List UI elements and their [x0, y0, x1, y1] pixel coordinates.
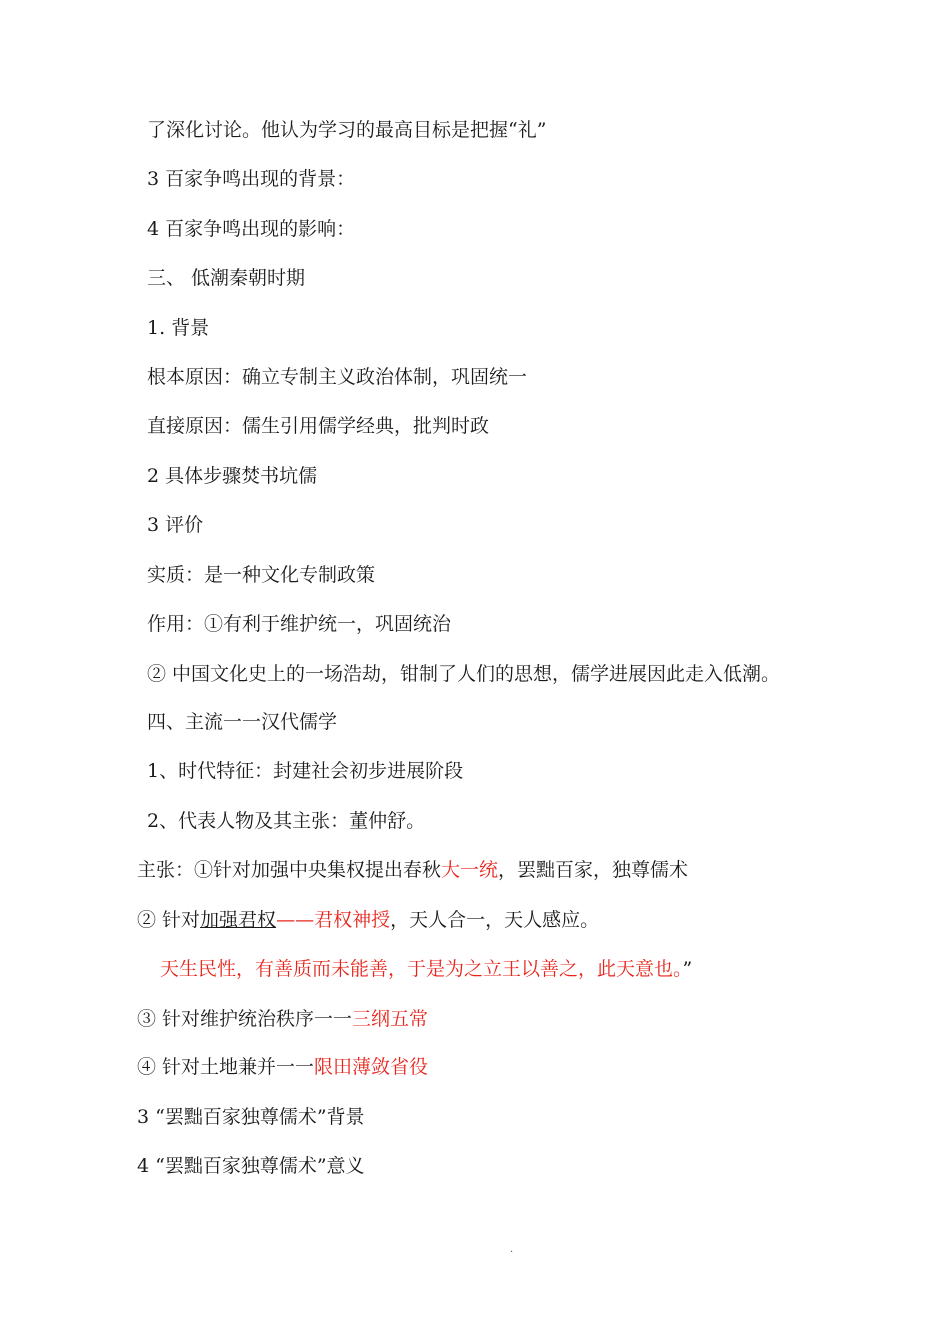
- section-heading: 四、主流一一汉代儒学: [147, 711, 338, 733]
- highlight-text: 君权神授: [314, 909, 391, 931]
- subheading: 2 具体步骤焚书坑儒: [147, 465, 318, 487]
- text-span: ② 针对: [137, 909, 201, 931]
- subheading: 1. 背景: [147, 317, 210, 339]
- underlined-text: 加强君权: [200, 909, 277, 931]
- text-line: [137, 857, 688, 883]
- quote-line: [160, 956, 692, 982]
- text-span: ④ 针对土地兼并一一: [137, 1056, 315, 1078]
- highlight-text: 天生民性，有善质而未能善，于是为之立王以善之，此天意也。: [160, 958, 683, 980]
- text-line: 实质：是一种文化专制政策: [147, 564, 376, 586]
- highlight-text: ——: [276, 909, 315, 931]
- text-line: 根本原因：确立专制主义政治体制，巩固统一: [147, 366, 528, 388]
- footer-dot: .: [510, 1244, 514, 1255]
- text-line: [137, 1006, 428, 1032]
- highlight-text: 大一统: [441, 859, 499, 881]
- text-line: [137, 907, 599, 933]
- text-line: 3 “罢黜百家独尊儒术”背景: [137, 1106, 365, 1128]
- text-span: ，天人合一，天人感应。: [390, 909, 600, 931]
- text-line: 1、时代特征：封建社会初步进展阶段: [147, 760, 464, 782]
- text-span: ”: [682, 958, 693, 980]
- text-line: 直接原因：儒生引用儒学经典，批判时政: [147, 415, 490, 437]
- text-line: 4 “罢黜百家独尊儒术”意义: [137, 1155, 365, 1177]
- section-heading: 三、 低潮秦朝时期: [147, 267, 306, 289]
- highlight-text: 三纲五常: [352, 1008, 429, 1030]
- text-line: 3 百家争鸣出现的背景：: [147, 168, 356, 190]
- text-line: [137, 1054, 428, 1080]
- subheading: 3 评价: [147, 514, 204, 536]
- text-span: ，罢黜百家，独尊儒术: [498, 859, 689, 881]
- highlight-text: 限田薄敛省役: [314, 1056, 429, 1078]
- text-line: 4 百家争鸣出现的影响：: [147, 218, 356, 240]
- text-span: ③ 针对维护统治秩序一一: [137, 1008, 353, 1030]
- text-line: 作用：①有利于维护统一，巩固统治: [147, 613, 452, 635]
- text-line: ② 中国文化史上的一场浩劫，钳制了人们的思想，儒学进展因此走入低潮。: [147, 663, 781, 685]
- text-line: 了深化讨论。他认为学习的最高目标是把握“礼”: [147, 119, 547, 141]
- text-line: 2、代表人物及其主张：董仲舒。: [147, 810, 426, 832]
- text-span: 主张：①针对加强中央集权提出春秋: [137, 859, 442, 881]
